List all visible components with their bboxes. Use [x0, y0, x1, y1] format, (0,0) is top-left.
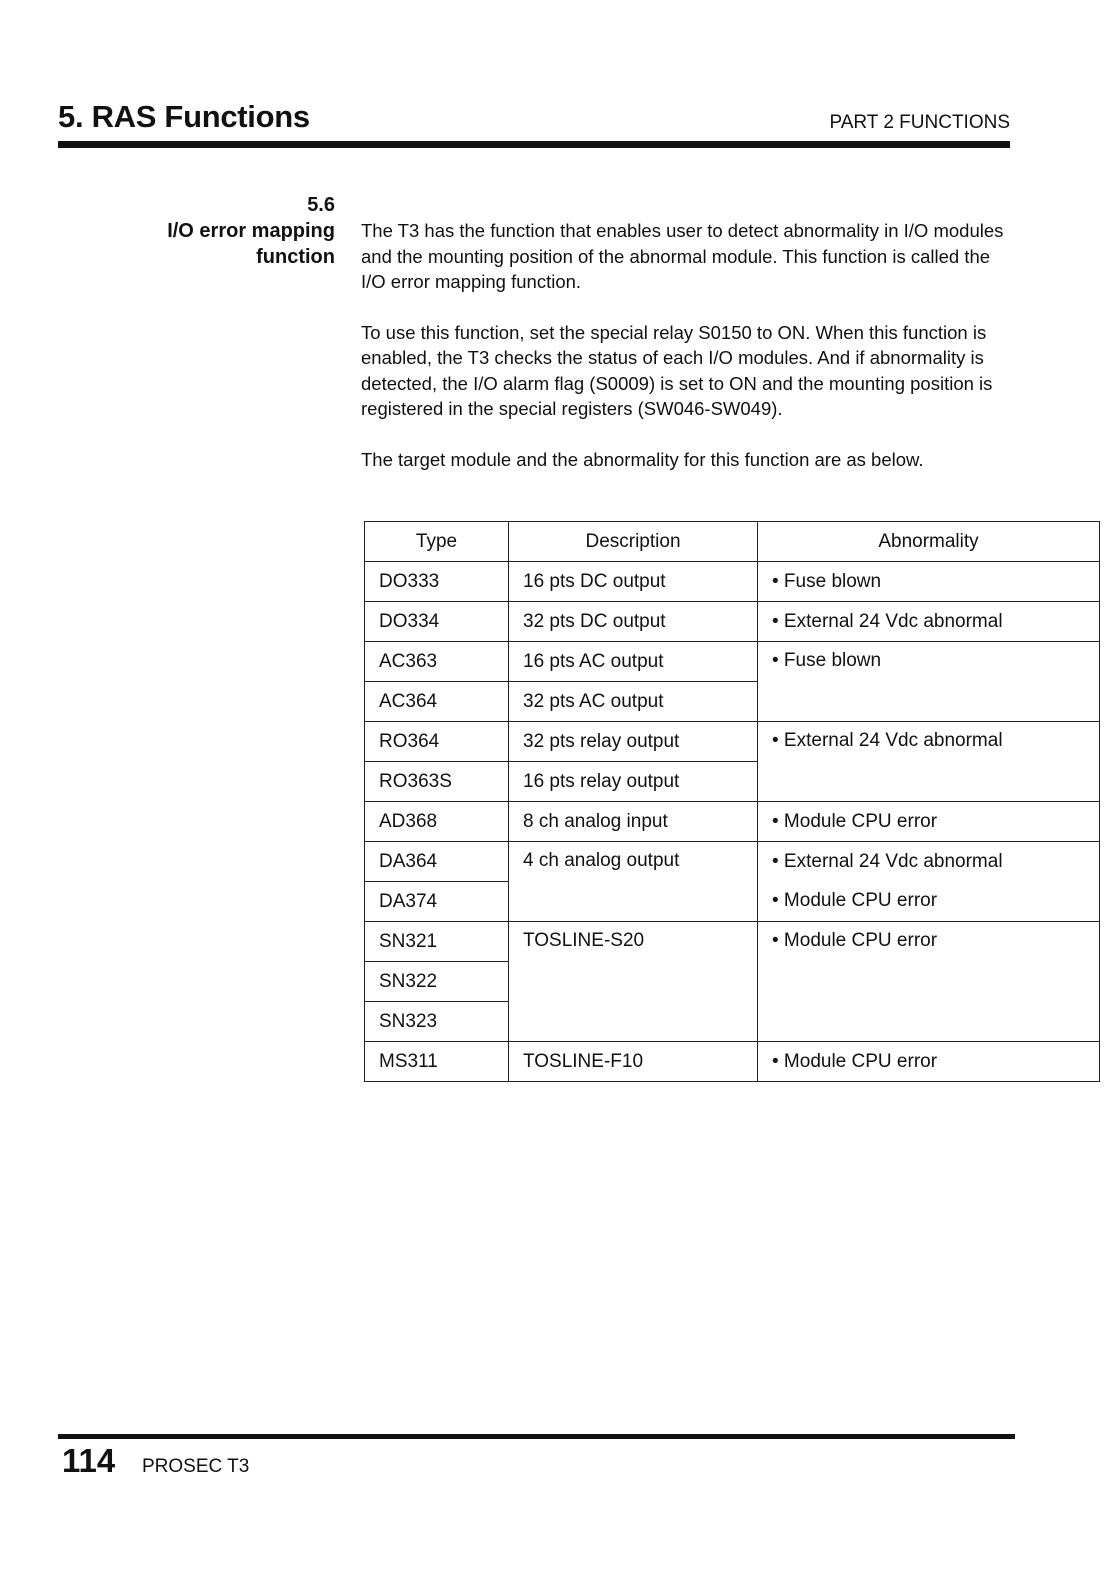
- abnormality-cell: • Fuse blown: [758, 562, 1100, 602]
- table-row: [365, 922, 1100, 962]
- description-cell: 16 pts AC output: [509, 642, 758, 682]
- table-header-row: [365, 522, 1100, 562]
- description-cell: TOSLINE-F10: [509, 1042, 758, 1082]
- footer-rule: [58, 1434, 1015, 1439]
- abnormality-cell: • External 24 Vdc abnormal: [758, 842, 1100, 882]
- description-cell: 16 pts DC output: [509, 562, 758, 602]
- table-row: [365, 842, 1100, 882]
- description-cell: 4 ch analog output: [509, 842, 758, 922]
- abnormality-cell: • Module CPU error: [758, 1042, 1100, 1082]
- type-cell: DO333: [365, 562, 509, 602]
- description-cell: 32 pts DC output: [509, 602, 758, 642]
- type-cell: AD368: [365, 802, 509, 842]
- abnormality-cell: • Module CPU error: [758, 802, 1100, 842]
- type-cell: RO364: [365, 722, 509, 762]
- type-cell: SN321: [365, 922, 509, 962]
- section-number: 5.6: [307, 194, 335, 216]
- description-cell: 32 pts relay output: [509, 722, 758, 762]
- type-cell: AC363: [365, 642, 509, 682]
- section-title-line1: I/O error mapping: [167, 220, 335, 242]
- type-cell: DA374: [365, 882, 509, 922]
- header-description: Description: [509, 522, 758, 562]
- section-title-line2: function: [256, 246, 335, 268]
- description-cell: 8 ch analog input: [509, 802, 758, 842]
- header-rule: [58, 141, 1010, 148]
- page-number: 114: [62, 1442, 116, 1479]
- table-row: [365, 1042, 1100, 1082]
- type-cell: SN322: [365, 962, 509, 1002]
- abnormality-cell: • Fuse blown: [758, 642, 1100, 722]
- type-cell: SN323: [365, 1002, 509, 1042]
- type-cell: MS311: [365, 1042, 509, 1082]
- header-type: Type: [365, 522, 509, 562]
- body-text: [361, 218, 1013, 497]
- description-cell: 32 pts AC output: [509, 682, 758, 722]
- table-row: [365, 642, 1100, 682]
- abnormality-cell: • External 24 Vdc abnormal: [758, 722, 1100, 802]
- header-abnormality: Abnormality: [758, 522, 1100, 562]
- abnormality-cell: • Module CPU error: [758, 922, 1100, 1042]
- description-cell: 16 pts relay output: [509, 762, 758, 802]
- type-cell: RO363S: [365, 762, 509, 802]
- description-cell: TOSLINE-S20: [509, 922, 758, 1042]
- table-row: [365, 722, 1100, 762]
- table-row: [365, 802, 1100, 842]
- paragraph-usage: To use this function, set the special relay S0150 to ON. When this function is enabled, the T3 checks the status of each I/O modules. And if abnormality is detected, the I/O alarm flag (S0009) is set to ON and the mounting position is registered in the special registers (SW046-SW049).: [361, 321, 993, 419]
- type-cell: DA364: [365, 842, 509, 882]
- chapter-title: 5. RAS Functions: [58, 99, 310, 134]
- part-label: PART 2 FUNCTIONS: [829, 112, 1010, 133]
- product-name: PROSEC T3: [142, 1456, 250, 1477]
- type-cell: DO334: [365, 602, 509, 642]
- paragraph-table-intro: The target module and the abnormality for this function are as below.: [361, 448, 924, 470]
- paragraph-intro: The T3 has the function that enables user to detect abnormality in I/O modules and the mounting position of the abnormal module. This function is called the I/O error mapping function.: [361, 220, 1004, 292]
- target-module-table: [364, 521, 1100, 1082]
- abnormality-cell: • External 24 Vdc abnormal: [758, 602, 1100, 642]
- type-cell: AC364: [365, 682, 509, 722]
- table-row: [365, 602, 1100, 642]
- abnormality-cell: • Module CPU error: [758, 882, 1100, 922]
- section-heading: [167, 192, 335, 270]
- table-row: [365, 562, 1100, 602]
